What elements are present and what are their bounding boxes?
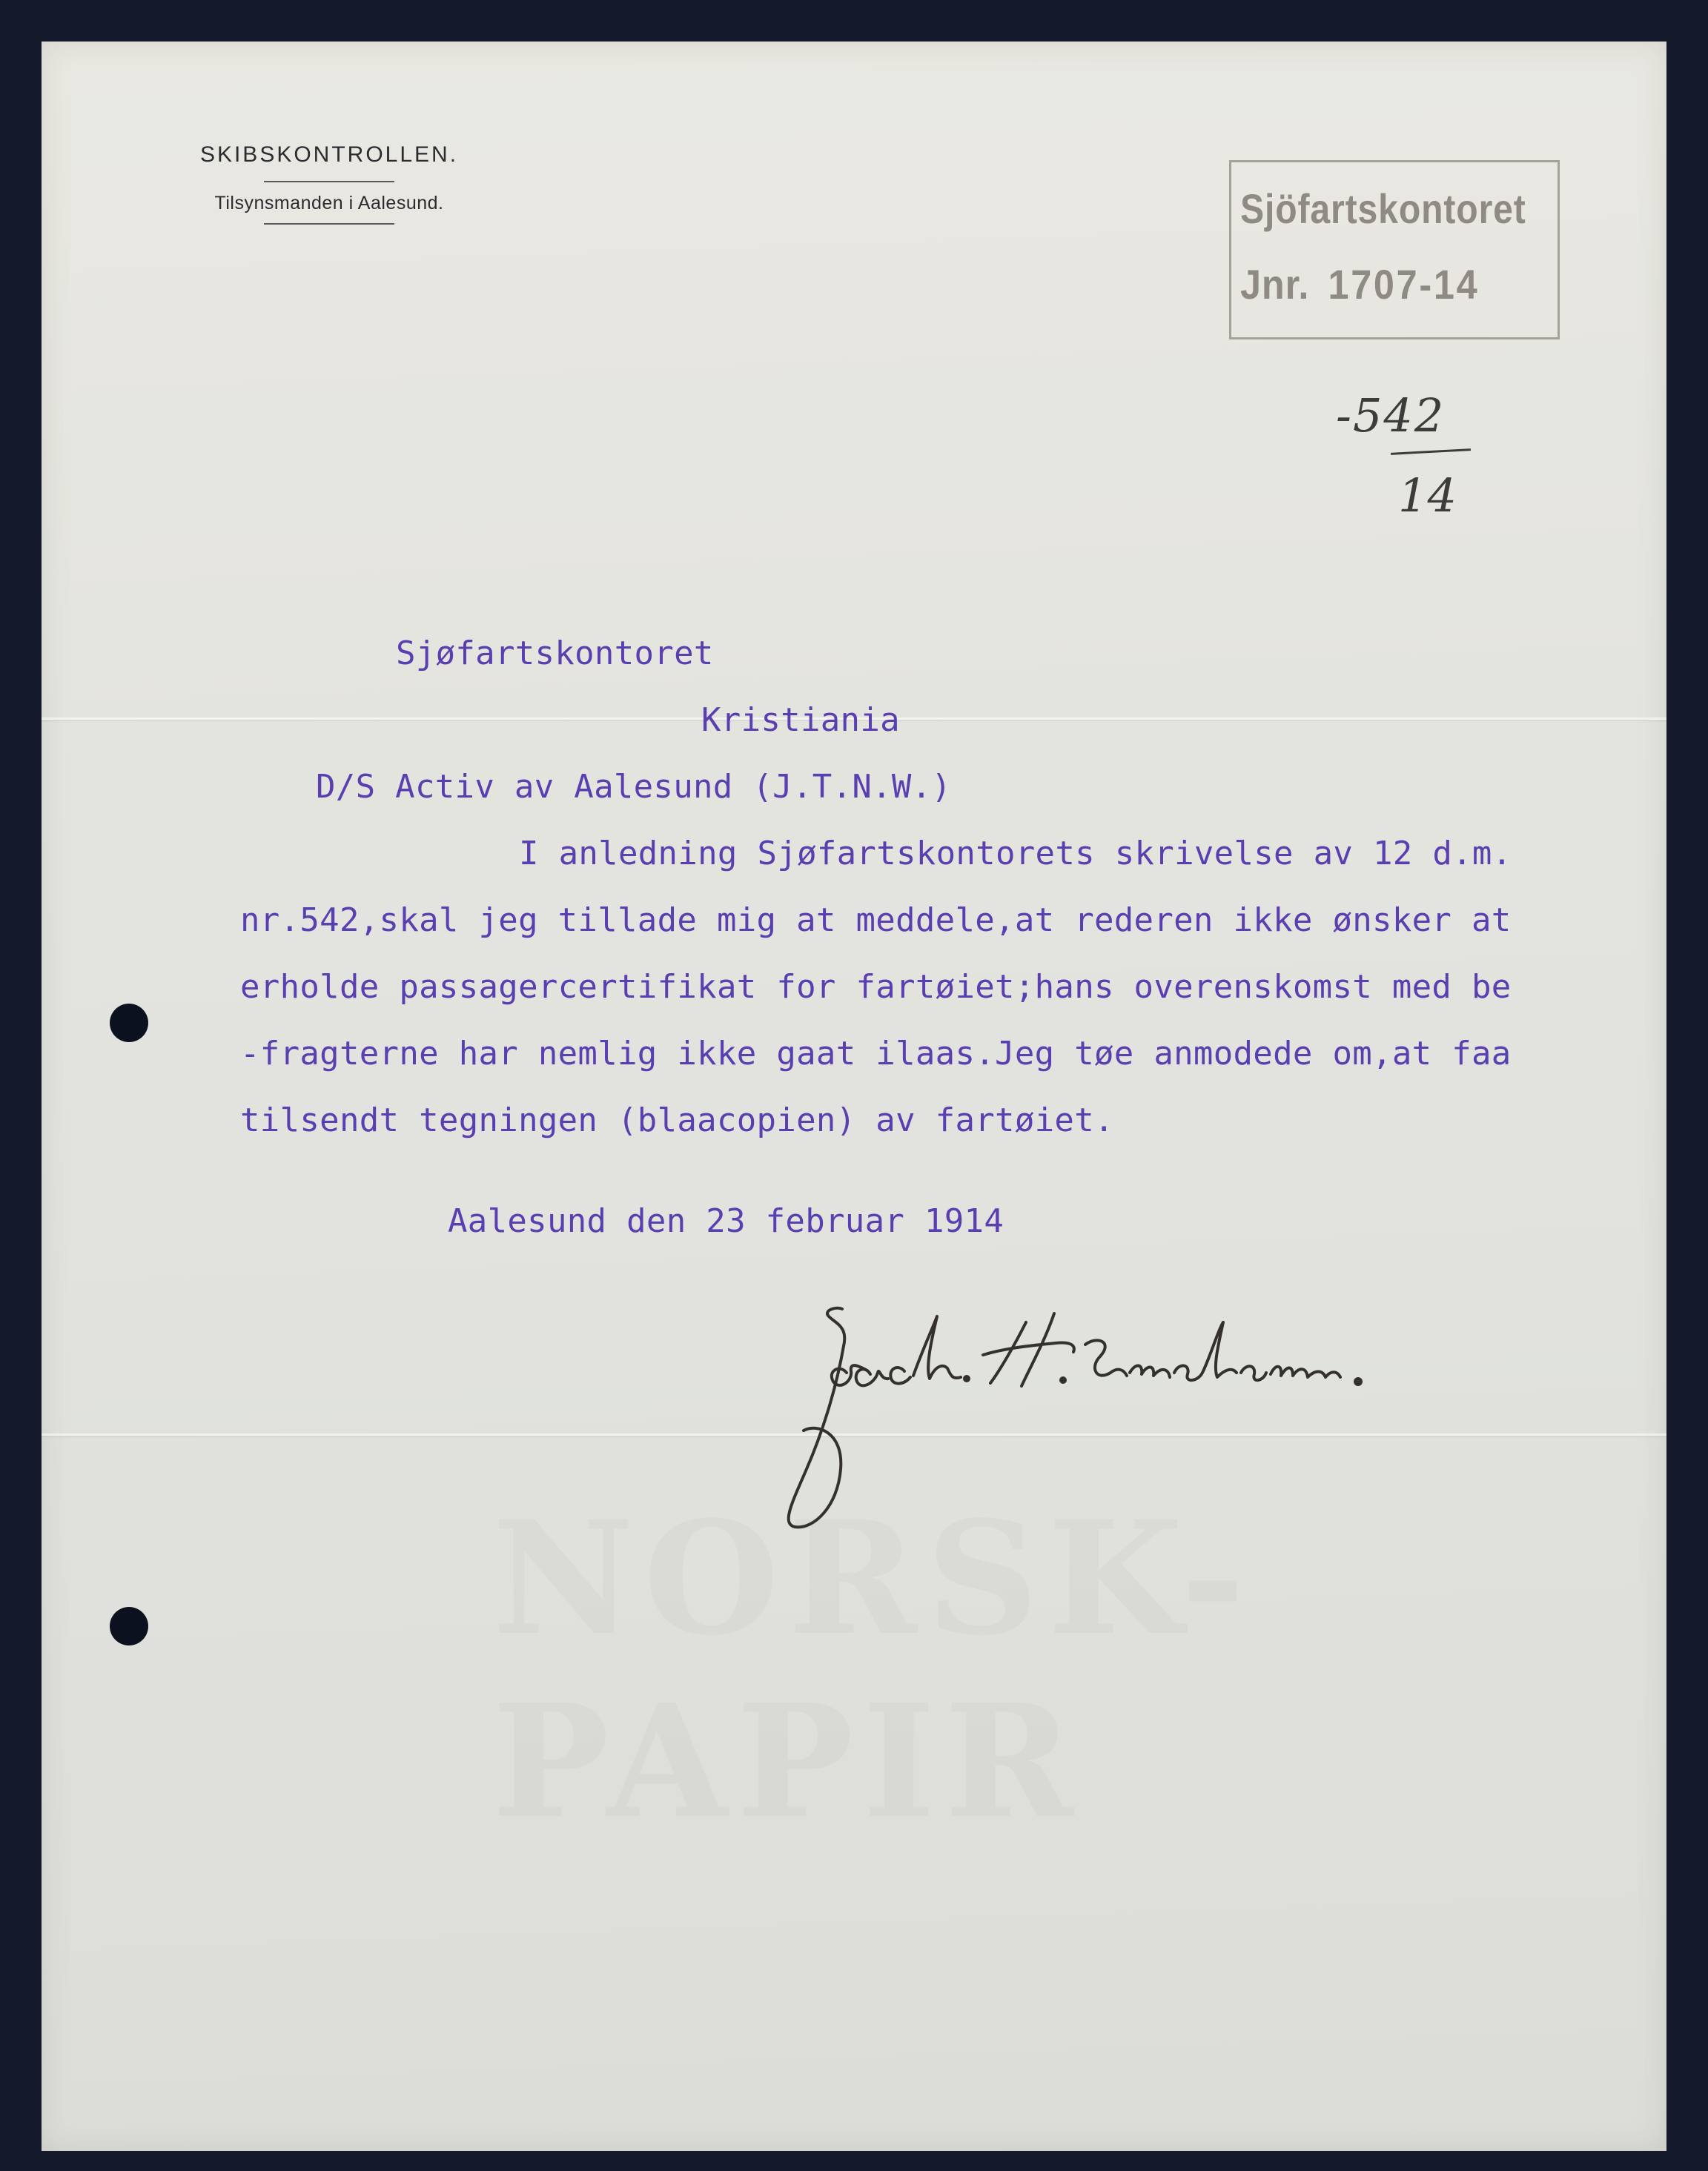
received-stamp: [1229, 160, 1560, 339]
letterhead: [166, 142, 492, 225]
stamp-office: Sjöfartskontoret: [1240, 185, 1526, 232]
letter-date-line: Aalesund den 23 februar 1914: [448, 1202, 1004, 1240]
letter-body-line: I anledning Sjøfartskontorets skrivelse av 12 d.m.: [519, 835, 1512, 872]
punch-hole-lower: [110, 1607, 148, 1645]
stamp-journal-number: 1707-14: [1328, 261, 1480, 308]
letter-recipient: Sjøfartskontoret: [396, 634, 714, 672]
handwritten-reference-rule: [1391, 448, 1471, 455]
handwritten-reference-number: -542: [1336, 388, 1446, 443]
letter-subject: D/S Activ av Aalesund (J.T.N.W.): [316, 768, 952, 806]
handwritten-signature: [765, 1284, 1417, 1536]
letter-page: [42, 42, 1666, 2151]
punch-hole-upper: [110, 1004, 148, 1042]
paper-watermark: NORSK-PAPIR: [492, 1487, 1254, 1853]
letterhead-title: SKIBSKONTROLLEN.: [199, 142, 459, 167]
stamp-journal-prefix: Jnr.: [1240, 261, 1310, 308]
letter-city: Kristiania: [701, 701, 900, 739]
stamp-journal: [1240, 260, 1479, 308]
letter-body-line: tilsendt tegningen (blaacopien) av fartøiet.: [240, 1101, 1114, 1139]
letterhead-subtitle: Tilsynsmanden i Aalesund.: [214, 193, 444, 213]
letter-body-line: nr.542,skal jeg tillade mig at meddele,at rederen ikke ønsker at: [240, 901, 1512, 939]
handwritten-reference-year: 14: [1398, 468, 1457, 523]
letterhead-rule-lower: [264, 223, 394, 225]
letterhead-rule: [264, 181, 394, 182]
letter-body-line: -fragterne har nemlig ikke gaat ilaas.Jeg tøe anmodede om,at faa: [240, 1035, 1512, 1073]
letter-body-line: erholde passagercertifikat for fartøiet;hans overenskomst med be: [240, 968, 1512, 1006]
